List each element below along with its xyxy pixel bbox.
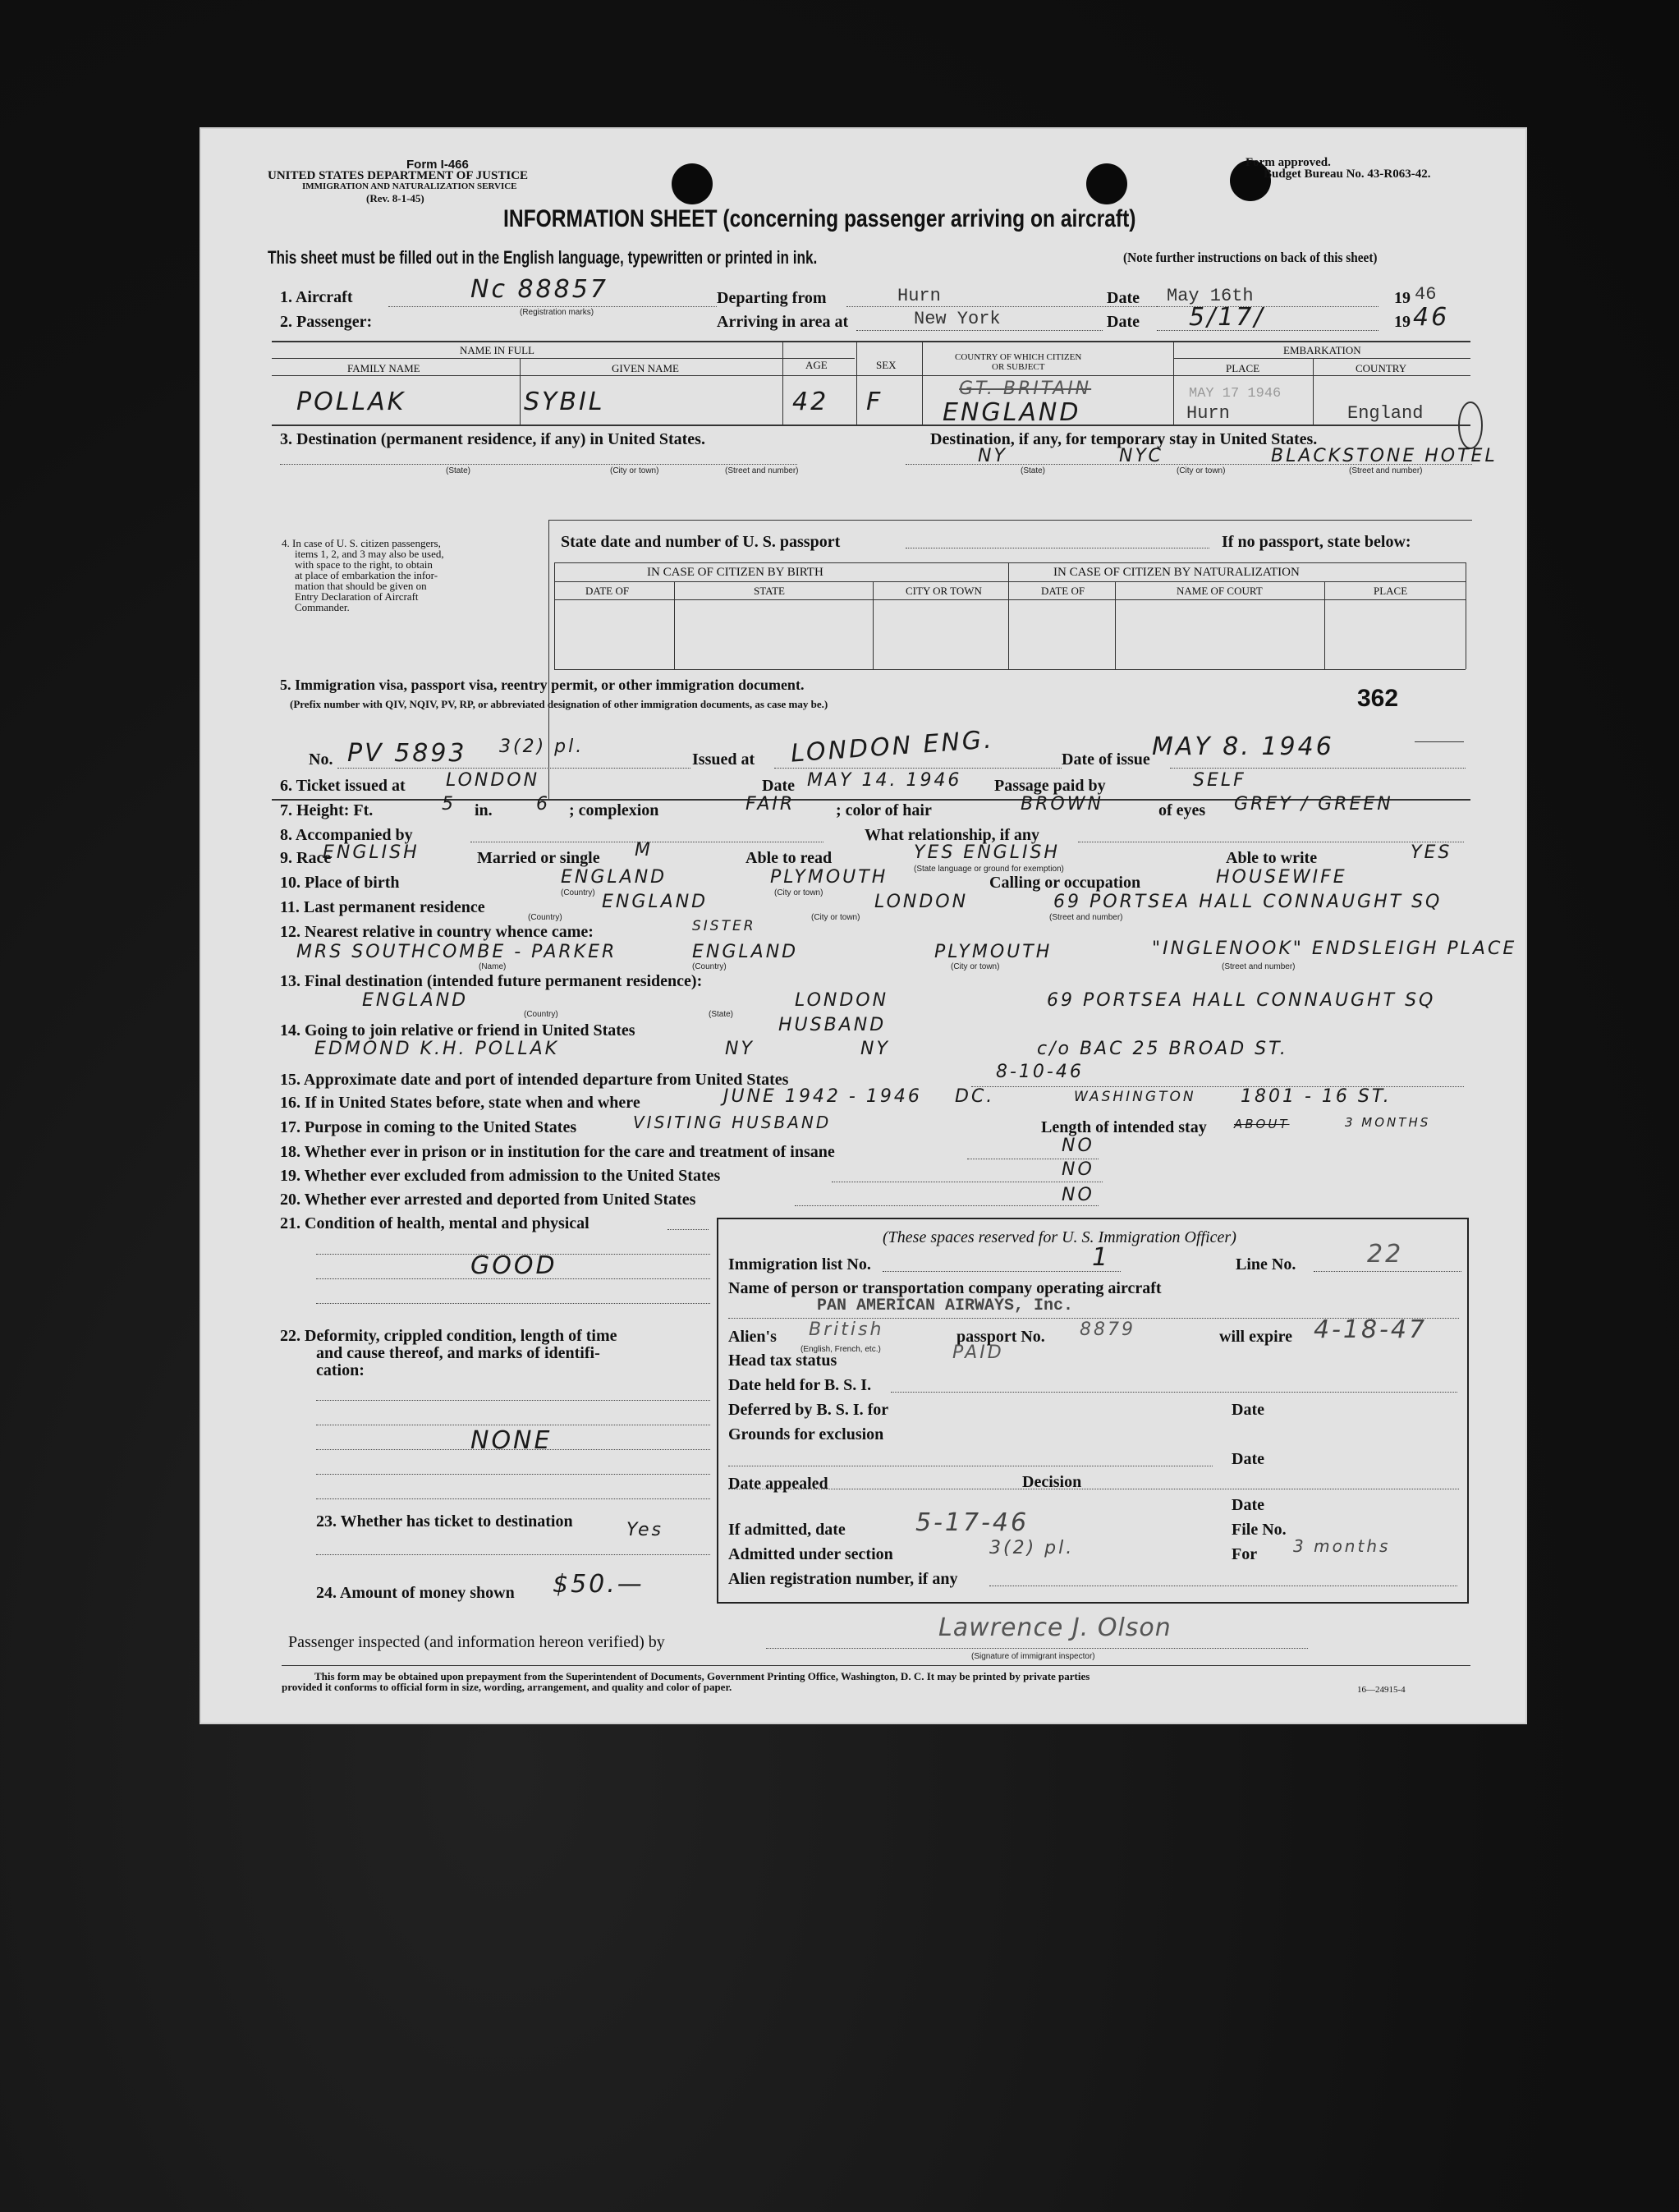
- before-where-value: DC.: [955, 1086, 995, 1107]
- rule: [554, 581, 1466, 582]
- ticket-dest-label: 23. Whether has ticket to destination: [316, 1512, 573, 1531]
- prison-label: 18. Whether ever in prison or in institution for the care and treatment of insane: [280, 1143, 835, 1161]
- sig-sub: (Signature of immigrant inspector): [971, 1652, 1095, 1661]
- for-label: For: [1232, 1545, 1258, 1563]
- visa-section: 3(2) pl.: [499, 737, 585, 757]
- money-label: 24. Amount of money shown: [316, 1584, 515, 1602]
- inspected-label: Passenger inspected (and information hereon verified) by: [288, 1633, 665, 1651]
- back-note: (Note further instructions on back of this sheet): [1123, 250, 1378, 265]
- departure-label: 15. Approximate date and port of intended departure from United States: [280, 1071, 789, 1089]
- lang-sub: (State language or ground for exemption): [914, 865, 1064, 874]
- footer-line-1: This form may be obtained upon prepayment from the Superintendent of Documents, Government Printing Office, Washington, D. C. It may be printed by private parties: [314, 1670, 1090, 1682]
- note-line: Commander.: [295, 601, 350, 613]
- rule: [856, 341, 857, 425]
- rule: [1008, 562, 1009, 669]
- state-sub: (State): [446, 466, 471, 475]
- departing-value: Hurn: [897, 286, 941, 306]
- family-name-header: FAMILY NAME: [347, 362, 420, 374]
- relative-label: 12. Nearest relative in country whence came:: [280, 923, 594, 941]
- married-value: M: [635, 840, 653, 860]
- appealed-label: Date appealed: [728, 1475, 828, 1493]
- before-street-value: 1801 - 16 ST.: [1241, 1086, 1392, 1107]
- street-sub-2: (Street and number): [1349, 466, 1423, 475]
- admitted-date-label: If admitted, date: [728, 1521, 846, 1539]
- emb-place-header: PLACE: [1226, 362, 1260, 374]
- excluded-value: NO: [1062, 1159, 1094, 1180]
- head-tax-value: PAID: [952, 1342, 1004, 1363]
- year-prefix: 19: [1394, 289, 1411, 307]
- relative-name-value: MRS SOUTHCOMBE - PARKER: [296, 942, 617, 962]
- city-sub-2: (City or town): [811, 913, 860, 922]
- rule: [548, 520, 549, 799]
- state-sub-3: (State): [709, 1010, 734, 1019]
- read-label: Able to read: [745, 849, 833, 867]
- rule: [667, 1229, 709, 1230]
- rule: [795, 1205, 1099, 1206]
- ticket-issued-value: LONDON: [446, 770, 540, 791]
- arrival-year: 46: [1413, 303, 1450, 332]
- line-no-label: Line No.: [1236, 1255, 1296, 1274]
- date-of-header-2: DATE OF: [1041, 585, 1085, 597]
- rule: [272, 375, 1470, 376]
- will-expire-label: will expire: [1219, 1328, 1293, 1346]
- registration-sub: (Registration marks): [520, 308, 594, 317]
- passage-paid-label: Passage paid by: [994, 777, 1106, 795]
- arriving-value: New York: [914, 309, 1001, 329]
- place-header: PLACE: [1374, 585, 1408, 597]
- rule: [774, 768, 1062, 769]
- deformity-label-3: cation:: [316, 1361, 365, 1379]
- citizen-header: COUNTRY OF WHICH CITIZEN: [955, 352, 1082, 362]
- money-value: $50.—: [553, 1570, 645, 1599]
- carrier-value: PAN AMERICAN AIRWAYS, Inc.: [817, 1296, 1074, 1315]
- passport-no-label: passport No.: [956, 1328, 1045, 1346]
- join-relation-value: HUSBAND: [778, 1015, 887, 1035]
- rule: [554, 562, 555, 669]
- citizen-struck-value: GT. BRITAIN: [959, 379, 1092, 399]
- date-of-header: DATE OF: [585, 585, 630, 597]
- revision: (Rev. 8-1-45): [366, 192, 424, 204]
- file-no-label: File No.: [1232, 1521, 1287, 1539]
- state-header: STATE: [754, 585, 785, 597]
- grounds-label: Grounds for exclusion: [728, 1425, 884, 1443]
- join-street-value: c/o BAC 25 BROAD ST.: [1037, 1039, 1288, 1059]
- relative-relation-value: SISTER: [692, 918, 756, 934]
- arrival-date: 5/17/: [1189, 303, 1265, 332]
- country-sub: (Country): [561, 888, 595, 897]
- destination-label: 3. Destination (permanent residence, if any) in United States.: [280, 430, 705, 448]
- city-sub-2: (City or town): [1177, 466, 1226, 475]
- note-line: mation that should be given on: [295, 580, 427, 592]
- visa-number: PV 5893: [347, 739, 467, 768]
- sheet-number: 362: [1357, 685, 1399, 712]
- state-sub-2: (State): [1021, 466, 1046, 475]
- city-sub: (City or town): [610, 466, 659, 475]
- note-line: 4. In case of U. S. citizen passengers,: [282, 537, 441, 549]
- dest-state-value: NY: [978, 446, 1007, 466]
- rule: [554, 562, 1466, 563]
- health-label: 21. Condition of health, mental and physical: [280, 1214, 589, 1232]
- city-header: CITY OR TOWN: [906, 585, 982, 597]
- note-line: at place of embarkation the infor-: [295, 569, 438, 581]
- expire-value: 4-18-47: [1314, 1315, 1428, 1344]
- rule: [272, 341, 1470, 342]
- before-label: 16. If in United States before, state when and where: [280, 1094, 640, 1112]
- alien-lang-value: British: [809, 1319, 884, 1340]
- name-in-full-header: NAME IN FULL: [460, 344, 534, 356]
- dest-street-value: BLACKSTONE HOTEL: [1271, 446, 1498, 466]
- city-sub: (City or town): [774, 888, 823, 897]
- in-label: in.: [475, 801, 493, 819]
- year-prefix-2: 19: [1394, 313, 1411, 331]
- punch-hole: [672, 163, 713, 204]
- item-5-note: (Prefix number with QIV, NQIV, PV, RP, or abbreviated designation of other immigration documents, as case may be.): [290, 698, 828, 710]
- ticket-date-label: Date: [762, 777, 795, 795]
- given-name-value: SYBIL: [524, 388, 605, 416]
- note-line: with space to the right, to obtain: [295, 558, 433, 571]
- rule: [883, 1271, 1121, 1272]
- information-sheet: [200, 127, 1527, 1724]
- age-value: 42: [792, 388, 829, 416]
- aliens-label: Alien's: [728, 1328, 777, 1346]
- rule: [316, 1303, 710, 1304]
- rule: [856, 330, 1103, 331]
- admitted-section-label: Admitted under section: [728, 1545, 893, 1563]
- punch-hole: [1086, 163, 1127, 204]
- birth-city-value: PLYMOUTH: [770, 867, 888, 888]
- rule: [674, 581, 675, 669]
- instruction: This sheet must be filled out in the English language, typewritten or printed in ink.: [268, 247, 818, 268]
- final-country-value: ENGLAND: [362, 990, 469, 1011]
- before-city-value: WASHINGTON: [1074, 1089, 1196, 1105]
- rule: [316, 1474, 710, 1475]
- rule: [782, 341, 783, 425]
- emb-place-value: Hurn: [1186, 403, 1230, 424]
- married-label: Married or single: [477, 849, 600, 867]
- rule: [891, 1392, 1457, 1393]
- street-sub-4: (Street and number): [1222, 962, 1296, 971]
- country-sub-2: (Country): [528, 913, 562, 922]
- race-label: 9. Race: [280, 849, 332, 867]
- for-value: 3 months: [1293, 1536, 1391, 1556]
- purpose-value: VISITING HUSBAND: [633, 1113, 832, 1132]
- deformity-label: 22. Deformity, crippled condition, length of time: [280, 1327, 617, 1345]
- arriving-label: Arriving in area at: [717, 313, 849, 331]
- line-no-value: 22: [1367, 1240, 1404, 1269]
- rule: [766, 1648, 1308, 1649]
- head-tax-label: Head tax status: [728, 1352, 837, 1370]
- rule: [548, 520, 1472, 521]
- passport-label: State date and number of U. S. passport: [561, 533, 841, 551]
- citizen-value: ENGLAND: [943, 398, 1081, 427]
- footer-line-2: provided it conforms to official form in size, wording, arrangement, and quality and color of paper.: [282, 1681, 732, 1693]
- lang-type-sub: (English, French, etc.): [801, 1345, 881, 1354]
- rule: [272, 425, 1470, 426]
- departure-date: May 16th: [1167, 286, 1254, 306]
- issued-at-label: Issued at: [692, 750, 755, 769]
- ticket-label: 6. Ticket issued at: [280, 777, 406, 795]
- visa-date: MAY 8. 1946: [1152, 732, 1334, 761]
- rule: [1173, 358, 1470, 359]
- aircraft-value: Nc 88857: [470, 275, 608, 304]
- final-city-value: LONDON: [795, 990, 889, 1011]
- deported-label: 20. Whether ever arrested and deported from United States: [280, 1191, 696, 1209]
- street-sub-3: (Street and number): [1049, 913, 1123, 922]
- arrival-stamp: MAY 17 1946: [1189, 386, 1282, 402]
- read-value: YES ENGLISH: [914, 842, 1060, 863]
- passport-no-value: 8879: [1080, 1319, 1135, 1340]
- join-label: 14. Going to join relative or friend in United States: [280, 1021, 635, 1039]
- deported-value: NO: [1062, 1185, 1094, 1205]
- deformity-label-2: and cause thereof, and marks of identifi-: [316, 1344, 600, 1362]
- rule: [280, 464, 797, 465]
- relative-country-value: ENGLAND: [692, 942, 799, 962]
- residence-city-value: LONDON: [874, 892, 969, 912]
- residence-label: 11. Last permanent residence: [280, 898, 485, 916]
- no-passport-label: If no passport, state below:: [1222, 533, 1411, 551]
- officer-box-title: (These spaces reserved for U. S. Immigration Officer): [883, 1228, 1236, 1246]
- birth-label: 10. Place of birth: [280, 874, 400, 892]
- date-of-issue-label: Date of issue: [1062, 750, 1150, 769]
- stay-struck-value: ABOUT: [1234, 1117, 1290, 1131]
- eyes-value: GREY / GREEN: [1234, 794, 1393, 815]
- stay-value: 3 MONTHS: [1345, 1115, 1431, 1130]
- citizen-header-2: OR SUBJECT: [992, 362, 1045, 372]
- complexion-value: FAIR: [745, 794, 796, 815]
- visa-issued-value: LONDON ENG.: [790, 725, 995, 769]
- item-5-label: 5. Immigration visa, passport visa, reentry permit, or other immigration document.: [280, 677, 805, 693]
- sex-value: F: [866, 388, 883, 416]
- page-title: INFORMATION SHEET (concerning passenger arriving on aircraft): [503, 205, 1136, 232]
- name-sub: (Name): [479, 962, 507, 971]
- length-label: Length of intended stay: [1041, 1118, 1207, 1136]
- height-in-value: 6: [536, 794, 550, 815]
- relationship-label: What relationship, if any: [865, 826, 1039, 844]
- departure-value: 8-10-46: [996, 1062, 1084, 1082]
- rule: [1313, 358, 1314, 425]
- health-value: GOOD: [470, 1251, 557, 1280]
- before-when-value: JUNE 1942 - 1946: [723, 1086, 922, 1107]
- passage-paid-value: SELF: [1193, 770, 1246, 791]
- by-birth-header: IN CASE OF CITIZEN BY BIRTH: [647, 566, 823, 579]
- temp-destination-label: Destination, if any, for temporary stay in United States.: [930, 430, 1318, 448]
- departure-year: 46: [1415, 284, 1437, 305]
- rule: [554, 669, 1466, 670]
- budget-bureau: Budget Bureau No. 43-R063-42.: [1264, 168, 1431, 181]
- rule: [873, 581, 874, 669]
- carrier-label: Name of person or transportation company operating aircraft: [728, 1279, 1162, 1297]
- given-name-header: GIVEN NAME: [612, 362, 679, 374]
- join-city-value: NY: [860, 1039, 890, 1059]
- no-label: No.: [309, 750, 333, 769]
- ticket-dest-value: Yes: [626, 1520, 664, 1540]
- complexion-label: ; complexion: [569, 801, 659, 819]
- country-sub-4: (Country): [524, 1010, 558, 1019]
- rule: [922, 341, 923, 425]
- court-header: NAME OF COURT: [1177, 585, 1263, 597]
- note-line: items 1, 2, and 3 may also be used,: [295, 548, 444, 560]
- registration-label: Alien registration number, if any: [728, 1570, 958, 1588]
- final-label: 13. Final destination (intended future permanent residence):: [280, 972, 703, 990]
- aircraft-label: 1. Aircraft: [280, 288, 353, 306]
- sex-header: SEX: [876, 359, 897, 371]
- admitted-section-value: 3(2) pl.: [989, 1538, 1075, 1558]
- rule: [282, 1665, 1470, 1666]
- street-sub: (Street and number): [725, 466, 799, 475]
- date-label: Date: [1107, 289, 1140, 307]
- purpose-label: 17. Purpose in coming to the United States: [280, 1118, 577, 1136]
- write-value: YES: [1411, 842, 1452, 863]
- rule: [1173, 341, 1174, 425]
- by-naturalization-header: IN CASE OF CITIZEN BY NATURALIZATION: [1053, 566, 1300, 579]
- join-state-value: NY: [725, 1039, 755, 1059]
- decision-label: Decision: [1022, 1473, 1082, 1491]
- relative-city-value: PLYMOUTH: [934, 942, 1053, 962]
- date-held-label: Date held for B. S. I.: [728, 1376, 872, 1394]
- embarkation-header: EMBARKATION: [1283, 344, 1361, 356]
- residence-country-value: ENGLAND: [602, 892, 709, 912]
- rule: [1324, 581, 1325, 669]
- emb-country-value: England: [1347, 403, 1424, 424]
- rule: [1170, 768, 1466, 769]
- rule: [316, 1554, 710, 1555]
- deformity-value: NONE: [470, 1426, 553, 1455]
- hair-value: BROWN: [1021, 794, 1103, 815]
- rule: [316, 1498, 710, 1499]
- department: UNITED STATES DEPARTMENT OF JUSTICE: [268, 169, 529, 182]
- rule: [388, 306, 717, 307]
- form-number: Form I-466: [406, 158, 469, 172]
- rule: [520, 358, 521, 425]
- age-header: AGE: [805, 359, 828, 371]
- accompanied-label: 8. Accompanied by: [280, 826, 413, 844]
- rule: [337, 768, 690, 769]
- rule: [316, 1400, 710, 1401]
- prison-value: NO: [1062, 1136, 1094, 1156]
- list-no-label: Immigration list No.: [728, 1255, 871, 1274]
- decision-date-label: Date: [1232, 1496, 1264, 1514]
- emb-country-header: COUNTRY: [1356, 362, 1407, 374]
- height-ft-value: 5: [442, 794, 456, 815]
- rule: [1115, 581, 1116, 669]
- excluded-label: 19. Whether ever excluded from admission to the United States: [280, 1167, 721, 1185]
- final-street-value: 69 PORTSEA HALL CONNAUGHT SQ: [1047, 990, 1436, 1011]
- deferred-date-label: Date: [1232, 1401, 1264, 1419]
- write-label: Able to write: [1226, 849, 1318, 867]
- form-approved: Form approved.: [1245, 156, 1331, 169]
- officer-box: [717, 1218, 1469, 1604]
- departing-label: Departing from: [717, 289, 827, 307]
- date-label-2: Date: [1107, 313, 1140, 331]
- inspector-signature: Lawrence J. Olson: [938, 1613, 1172, 1642]
- race-value: ENGLISH: [323, 842, 420, 863]
- occupation-value: HOUSEWIFE: [1216, 867, 1347, 888]
- rule: [272, 358, 855, 359]
- eyes-label: of eyes: [1158, 801, 1206, 819]
- rule: [1415, 741, 1464, 742]
- admitted-date-value: 5-17-46: [915, 1508, 1030, 1537]
- rule: [846, 306, 1208, 307]
- passenger-label: 2. Passenger:: [280, 313, 373, 331]
- city-sub-3: (City or town): [951, 962, 1000, 971]
- service: IMMIGRATION AND NATURALIZATION SERVICE: [302, 181, 517, 191]
- dest-city-value: NYC: [1119, 446, 1163, 466]
- note-line: Entry Declaration of Aircraft: [295, 590, 419, 603]
- calling-label: Calling or occupation: [989, 874, 1141, 892]
- residence-street-value: 69 PORTSEA HALL CONNAUGHT SQ: [1053, 892, 1443, 912]
- country-sub-3: (Country): [692, 962, 727, 971]
- relative-street-value: "INGLENOOK" ENDSLEIGH PLACE: [1152, 938, 1517, 959]
- deferred-label: Deferred by B. S. I. for: [728, 1401, 889, 1419]
- height-label: 7. Height: Ft.: [280, 801, 374, 819]
- footer-code: 16—24915-4: [1357, 1685, 1406, 1695]
- birth-country-value: ENGLAND: [561, 867, 667, 888]
- ticket-date-value: MAY 14. 1946: [807, 770, 962, 791]
- rule: [1314, 1271, 1461, 1272]
- rule: [554, 599, 1466, 600]
- list-no-value: 1: [1092, 1243, 1111, 1272]
- hair-label: ; color of hair: [836, 801, 932, 819]
- join-name-value: EDMOND K.H. POLLAK: [314, 1039, 560, 1059]
- family-name-value: POLLAK: [296, 388, 406, 416]
- grounds-date-label: Date: [1232, 1450, 1264, 1468]
